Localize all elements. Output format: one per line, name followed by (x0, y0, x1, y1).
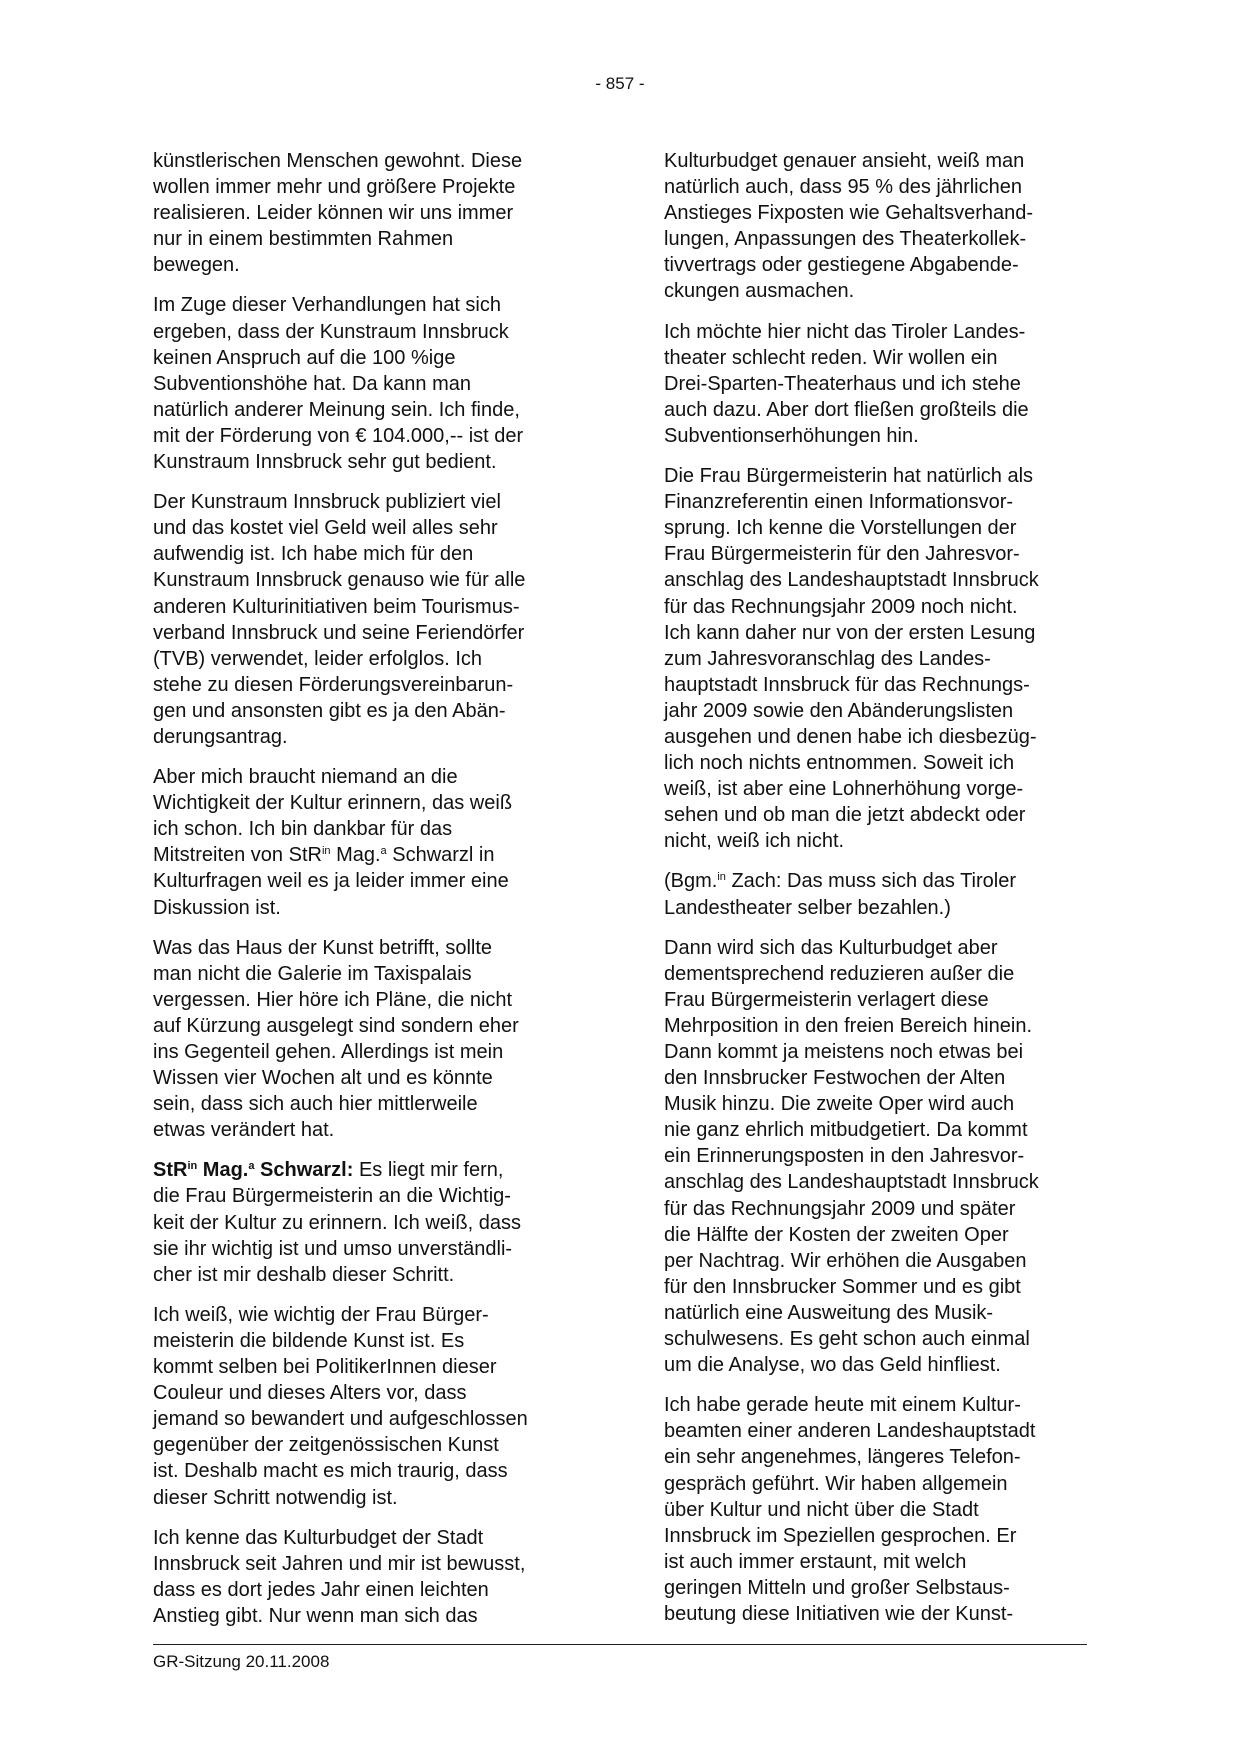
footer-session-date: GR-Sitzung 20.11.2008 (153, 1652, 330, 1671)
left-column (153, 148, 574, 1643)
speaker-text: Schwarzl: (254, 1159, 354, 1182)
paragraph: Was das Haus der Kunst betrifft, sollte man nicht die Galerie im Taxispalais vergessen. Hier höre ich Pläne, die nicht auf Kürzung ausgelegt sind sondern eher ins Gegenteil gehen. Allerdings ist mein Wissen vier Wochen alt und es könnte sein, dass sich auch hier mittlerweile etwas verändert hat. (153, 936, 519, 1142)
paragraph (664, 868, 1085, 920)
footer-divider (153, 1644, 1087, 1645)
paragraph-text: Mag. (330, 844, 381, 867)
paragraph: Der Kunstraum Innsbruck publiziert viel und das kostet viel Geld weil alles sehr aufwendig ist. Ich habe mich für den Kunstraum Innsbruck genauso wie für alle anderen Kulturinitiativen beim Tourismus- verband Innsbruck und seine Feriendörfer (TVB) verwendet, leider erfolglos. Ich stehe zu diesen Förderungsvereinbarun- gen und ansonsten gibt es ja den Abän- derungsantrag. (153, 491, 526, 748)
superscript: in (717, 871, 726, 884)
paragraph: Die Frau Bürgermeisterin hat natürlich als Finanzreferentin einen Informationsvor- sprung. Ich kenne die Vorstellungen der Frau Bürgermeisterin für den Jahresvor- anschlag des Landeshauptstadt Innsbruck für das Rechnungsjahr 2009 noch nicht. Ich kann daher nur von der ersten Lesung zum Jahresvoranschlag des Landes- hauptstadt Innsbruck für das Rechnungs- jahr 2009 sowie den Abänderungslisten ausgehen und denen habe ich diesbezüg- lich noch nichts entnommen. Soweit ich weiß, ist aber eine Lohnerhöhung vorge- sehen und ob man die jetzt abdeckt oder nicht, weiß ich nicht. (664, 465, 1039, 853)
paragraph (153, 1157, 574, 1287)
paragraph: Im Zuge dieser Verhandlungen hat sich ergeben, dass der Kunstraum Innsbruck keinen Anspruch auf die 100 %ige Subventionshöhe hat. Da kann man natürlich anderer Meinung sein. Ich finde, mit der Förderung von € 104.000,-- ist der Kunstraum Innsbruck sehr gut bedient. (153, 294, 524, 474)
paragraph-text: Zach: Das muss sich das Tiroler Landestheater selber bezahlen.) (664, 870, 1016, 919)
paragraph (153, 764, 574, 921)
speaker-name (153, 1159, 353, 1181)
right-column (664, 148, 1085, 1641)
superscript: a (380, 845, 387, 858)
superscript: a (248, 1160, 255, 1173)
paragraph-text: (Bgm. (664, 870, 718, 893)
paragraph: Kulturbudget genauer ansieht, weiß man natürlich auch, dass 95 % des jährlichen Anstieges Fixposten wie Gehaltsverhand- lungen, Anpassungen des Theaterkollek- tivvertrags oder gestiegene Abgabende- ckungen ausmachen. (664, 150, 1034, 303)
superscript: in (187, 1160, 198, 1173)
paragraph: Ich weiß, wie wichtig der Frau Bürger- meisterin die bildende Kunst ist. Es kommt selben bei PolitikerInnen dieser Couleur und dieses Alters vor, dass jemand so bewandert und aufgeschlossen gegenüber der zeitgenössischen Kunst ist. Deshalb macht es mich traurig, dass dieser Schritt notwendig ist. (153, 1303, 528, 1509)
superscript: in (321, 845, 331, 858)
paragraph-text: Aber mich braucht niemand an die Wichtigkeit der Kultur erinnern, das weiß ich schon. Ich bin dankbar für das Mitstreiten von StR (153, 766, 513, 867)
paragraph: künstlerischen Menschen gewohnt. Diese wollen immer mehr und größere Projekte realisieren. Leider können wir uns immer nur in einem bestimmten Rahmen bewegen. (153, 150, 523, 277)
paragraph-text: Es liegt mir fern, die Frau Bürgermeisterin an die Wichtig- keit der Kultur zu erinnern. Ich weiß, dass sie ihr wichtig ist und umso unverständli- cher ist mir deshalb dieser Schritt. (153, 1159, 521, 1286)
page-number: - 857 - (595, 74, 645, 93)
paragraph: Ich kenne das Kulturbudget der Stadt Innsbruck seit Jahren und mir ist bewusst, dass es dort jedes Jahr einen leichten Anstieg gibt. Nur wenn man sich das (153, 1526, 526, 1627)
speaker-text: StR (153, 1159, 188, 1182)
paragraph: Dann wird sich das Kulturbudget aber dementsprechend reduzieren außer die Frau Bürgermeisterin verlagert diese Mehrposition in den freien Bereich hinein. Dann kommt ja meistens noch etwas bei den Innsbrucker Festwochen der Alten Musik hinzu. Die zweite Oper wird auch nie ganz ehrlich mitbudgetiert. Da kommt ein Erinnerungsposten in den Jahresvor- anschlag des Landeshauptstadt Innsbruck für das Rechnungsjahr 2009 und später die Hälfte der Kosten der zweiten Oper per Nachtrag. Wir erhöhen die Ausgaben für den Innsbrucker Sommer und es gibt natürlich eine Ausweitung des Musik- schulwesens. Es geht schon auch einmal um die Analyse, wo das Geld hinfliest. (664, 936, 1039, 1377)
paragraph: Ich möchte hier nicht das Tiroler Landes- theater schlecht reden. Wir wollen ein Drei-Sparten-Theaterhaus und ich stehe auch dazu. Aber dort fließen großteils die Subventionserhöhungen hin. (664, 320, 1029, 447)
paragraph-text: Schwarzl in Kulturfragen weil es ja leider immer eine Diskussion ist. (153, 844, 509, 919)
paragraph: Ich habe gerade heute mit einem Kultur- beamten einer anderen Landeshauptstadt ein sehr angenehmes, längeres Telefon- gespräch geführt. Wir haben allgemein über Kultur und nicht über die Stadt Innsbruck im Speziellen gesprochen. Er ist auch immer erstaunt, mit welch geringen Mitteln und großer Selbstaus- beutung diese Initiativen wie der Kunst- (664, 1394, 1036, 1625)
speaker-text: Mag. (197, 1159, 249, 1182)
